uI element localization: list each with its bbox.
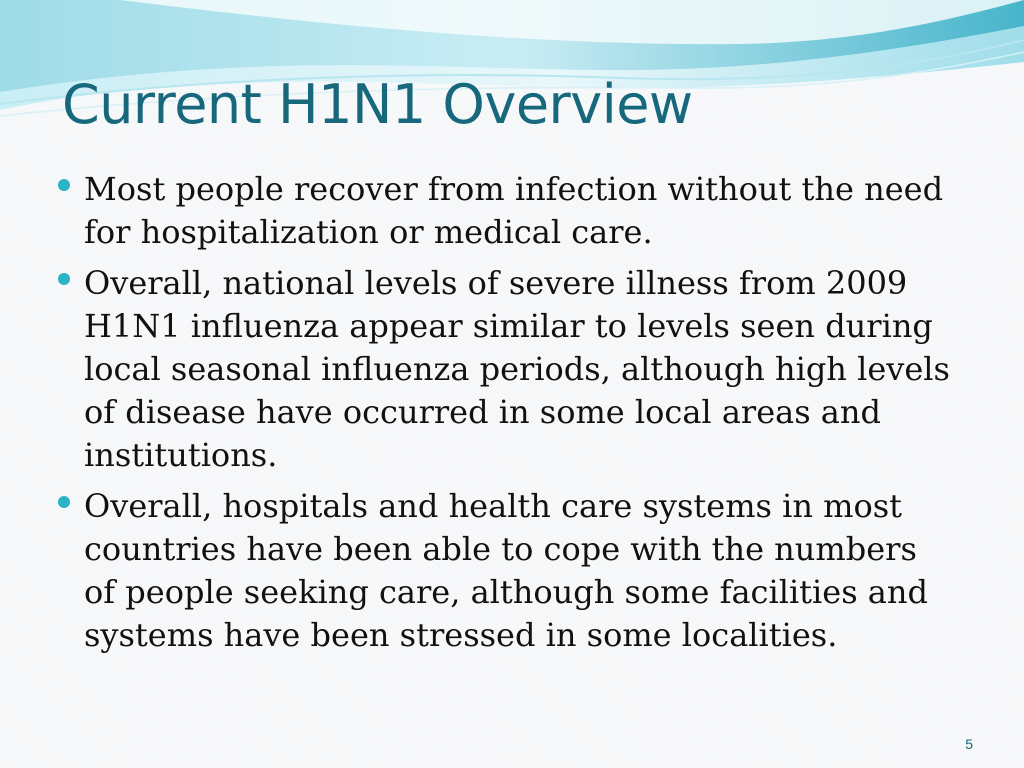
bullet-dot-icon bbox=[58, 273, 70, 285]
bullet-item bbox=[58, 262, 958, 477]
bullet-dot-icon bbox=[58, 179, 70, 191]
bullet-item bbox=[58, 168, 958, 254]
bullet-list bbox=[58, 168, 958, 665]
bullet-dot-icon bbox=[58, 496, 70, 508]
slide-title: Current H1N1 Overview bbox=[62, 73, 693, 136]
bullet-text: Overall, hospitals and health care systems in most countries have been able to cope with the numbers of people seeking care, although some facilities and systems have been stressed in some localities. bbox=[84, 487, 928, 654]
bullet-text: Most people recover from infection without the need for hospitalization or medical care. bbox=[84, 170, 944, 251]
page-number: 5 bbox=[965, 736, 973, 752]
bullet-item bbox=[58, 485, 958, 657]
bullet-text: Overall, national levels of severe illness from 2009 H1N1 influenza appear similar to levels seen during local seasonal influenza periods, although high levels of disease have occurred in some local areas and institutions. bbox=[84, 264, 950, 474]
